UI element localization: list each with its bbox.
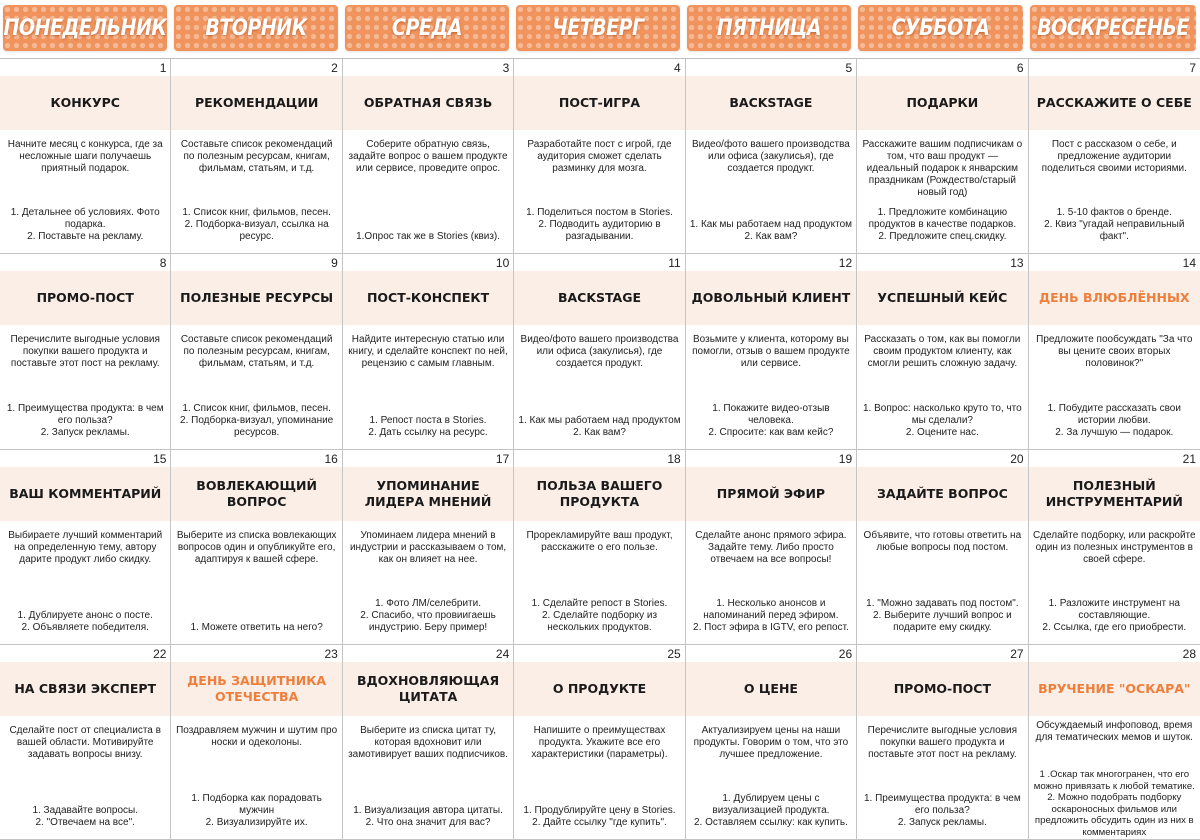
post-description: Возьмите у клиента, которому вы помогли, отзыв о вашем продукте или сервисе. (692, 334, 850, 370)
day-cell (686, 59, 857, 254)
day-number: 26 (838, 646, 853, 661)
post-description: Перечислите выгодные условия покупки вашего продукта и поставьте этот пост на рекламу. (10, 334, 160, 370)
day-number: 23 (324, 646, 338, 661)
post-description: Сделайте пост от специалиста в вашей области. Мотивируйте задавать вопросы внизу. (9, 724, 161, 760)
post-tasks: 1. 5-10 фактов о бренде. 2. Квиз "угадай неправильный факт". (1044, 207, 1185, 243)
day-header-friday (687, 5, 851, 51)
post-description: Соберите обратную связь, задайте вопрос о вашем продукте или сервисе, проведите опрос. (348, 139, 508, 174)
post-tasks: 1. Визуализация автора цитаты. 2. Что она значит для вас? (353, 805, 503, 828)
day-label: ПЯТНИЦА (716, 15, 822, 41)
day-cell (514, 645, 685, 840)
post-tasks: 1. Преимущества продукта: в чем его польза? 2. Запуск рекламы. (6, 402, 164, 438)
day-cell (514, 450, 685, 645)
day-number: 4 (674, 61, 681, 75)
post-title-band (343, 467, 513, 521)
post-tasks: 1. Список книг, фильмов, песен. 2. Подборка-визуал, ссылка на ресурс. (182, 207, 331, 243)
post-title-band (0, 662, 170, 716)
day-number: 1 (159, 61, 167, 75)
day-number: 9 (331, 256, 338, 271)
post-tasks: 1. Как мы работаем над продуктом 2. Как вам? (689, 219, 853, 243)
day-cell (857, 59, 1028, 254)
post-title: ПОЛЕЗНЫЕ РЕСУРСЫ (180, 290, 334, 306)
post-title-band (1029, 467, 1200, 521)
day-number: 19 (838, 451, 853, 466)
post-title-band (171, 662, 341, 716)
post-tasks: 1. Можете ответить на него? (190, 621, 323, 633)
day-number: 17 (495, 451, 510, 466)
day-number: 18 (667, 451, 681, 466)
post-title-band (343, 662, 513, 716)
post-tasks: 1. Предложите комбинацию продуктов в качестве подарков. 2. Предложите спец.скидку. (868, 207, 1017, 243)
day-cell (857, 645, 1028, 840)
post-tasks: 1. Детальнее об условиях. Фото подарка. 2. Поставьте на рекламу. (10, 207, 160, 243)
post-description: Составьте список рекомендаций по полезным ресурсам, книгам, фильмам, статьям, и т.д. (180, 139, 333, 174)
day-cell (686, 450, 857, 645)
post-title: НА СВЯЗИ ЭКСПЕРТ (14, 680, 157, 696)
day-label: ЧЕТВЕРГ (552, 15, 644, 41)
day-cell (514, 254, 685, 449)
day-number: 25 (667, 646, 681, 661)
day-header-monday (3, 5, 167, 51)
day-number: 8 (159, 256, 167, 271)
day-number: 12 (838, 256, 853, 271)
post-title-band (686, 467, 856, 521)
post-title: ВОВЛЕКАЮЩИЙ ВОПРОС (196, 477, 317, 509)
post-title-band (343, 76, 513, 130)
post-title: ВРУЧЕНИЕ "ОСКАРА" (1038, 680, 1191, 696)
post-title: BACKSTAGE (729, 95, 813, 110)
post-title-band (857, 271, 1027, 325)
day-cell (171, 450, 342, 645)
day-number: 27 (1010, 646, 1024, 661)
post-tasks: 1. Фото ЛМ/селебрити. 2. Спасибо, что провиигаешь индустрию. Беру пример! (360, 597, 496, 633)
day-header-tuesday (174, 5, 338, 51)
post-description: Актуализируем цены на наши продукты. Говорим о том, что это лучшее предложение. (693, 724, 849, 760)
day-cell (514, 59, 685, 254)
post-title-band (0, 76, 170, 130)
post-title: ПОСТ-ИГРА (558, 95, 641, 110)
post-title-band (514, 271, 684, 325)
post-title-band (686, 76, 856, 130)
post-description: Напишите о преимуществах продукта. Укажите все его характеристики (параметры). (531, 724, 668, 760)
day-cell (0, 59, 171, 254)
day-number: 15 (153, 451, 167, 466)
post-description: Расскажите вашим подписчикам о том, что ваш продукт — идеальный подарок к январским праздникам (Рождество/старый новый год) (862, 139, 1023, 198)
post-title: ПРОМО-ПОСТ (893, 680, 991, 696)
post-description: Обсуждаемый инфоповод, время для тематических мемов и шуток. (1035, 719, 1193, 743)
day-cell (171, 645, 342, 840)
day-number: 13 (1010, 256, 1024, 271)
day-cell (857, 450, 1028, 645)
post-tasks: 1 .Оскар так многогранен, что его можно привязать к любой тематике. 2. Можно подобрать подборку оскароносных фильмов или предложить обсудить один из них в комментариях (1033, 769, 1195, 838)
post-description: Поздравляем мужчин и шутим про носки и одеколоны. (176, 724, 338, 748)
post-tasks: 1. Репост поста в Stories. 2. Дать ссылку на ресурс. (368, 414, 488, 438)
day-header-thursday (516, 5, 680, 51)
day-number: 7 (1189, 61, 1196, 75)
calendar-grid (0, 58, 1200, 840)
post-title-band (343, 271, 513, 325)
post-description: Выберите из списка вовлекающих вопросов один и опубликуйте его, адаптируя к вашей сфере. (176, 529, 337, 565)
day-number: 24 (495, 646, 510, 661)
post-title: ПРЯМОЙ ЭФИР (716, 485, 826, 501)
post-tasks: 1. Дублируете анонс о посте. 2. Объявляете победителя. (17, 609, 153, 633)
post-description: Упоминаем лидера мнений в индустрии и рассказываем о том, как он влияет на нее. (349, 529, 507, 565)
day-label: ВТОРНИК (205, 15, 307, 41)
post-description: Пост с рассказом о себе, и предложение аудитории поделиться своими историями. (1041, 139, 1187, 174)
post-title-band (1029, 76, 1200, 130)
day-cell (686, 645, 857, 840)
post-title-band (857, 662, 1027, 716)
post-tasks: 1. Вопрос: насколько круто то, что мы сделали? 2. Оцените нас. (863, 402, 1022, 438)
post-tasks: 1. Побудите рассказать свои истории любви. 2. За лучшую — подарок. (1047, 402, 1181, 438)
post-title-band (0, 467, 170, 521)
post-title: КОНКУРС (50, 95, 120, 110)
day-cell (0, 254, 171, 449)
post-tasks: 1. Дублируем цены с визуализацией продукта. 2. Оставляем ссылку: как купить. (693, 793, 848, 828)
post-tasks: 1.Опрос так же в Stories (квиз). (356, 231, 501, 243)
post-description: Объявите, что готовы ответить на любые вопросы под постом. (863, 529, 1022, 553)
post-title: О ПРОДУКТЕ (552, 680, 647, 696)
post-title-band (1029, 662, 1200, 716)
post-title-band (514, 662, 684, 716)
day-number: 11 (668, 256, 681, 271)
day-label: ВОСКРЕСЕНЬЕ (1037, 15, 1189, 41)
post-title: О ЦЕНЕ (743, 680, 798, 696)
weekday-header (0, 0, 1200, 58)
day-cell (0, 450, 171, 645)
post-title-band (686, 271, 856, 325)
day-number: 16 (324, 451, 338, 466)
day-cell (686, 254, 857, 449)
post-tasks: 1. Сделайте репост в Stories. 2. Сделайте подборку из нескольких продуктов. (531, 597, 668, 633)
day-cell (343, 59, 514, 254)
day-number: 22 (153, 646, 167, 661)
day-cell (343, 645, 514, 840)
day-header-saturday (858, 5, 1023, 51)
post-title: ЗАДАЙТЕ ВОПРОС (876, 485, 1008, 501)
post-title-band (686, 662, 856, 716)
post-title: РЕКОМЕНДАЦИИ (194, 95, 319, 110)
day-number: 14 (1182, 256, 1196, 271)
post-title: ПРОМО-ПОСТ (36, 290, 134, 306)
day-cell (0, 645, 171, 840)
day-number: 5 (845, 61, 853, 75)
post-title: ПОСТ-КОНСПЕКТ (366, 290, 490, 306)
post-tasks: 1. Покажите видео-отзыв человека. 2. Спросите: как вам кейс? (708, 402, 834, 438)
post-tasks: 1. Задавайте вопросы. 2. "Отвечаем на все". (32, 805, 138, 828)
day-number: 20 (1010, 451, 1024, 466)
post-title-band (514, 467, 684, 521)
post-title: ВАШ КОММЕНТАРИЙ (9, 485, 162, 501)
post-title-band (514, 76, 684, 130)
post-tasks: 1. Разложите инструмент на составляющие. 2. Ссылка, где его приобрести. (1042, 597, 1187, 633)
day-cell (343, 254, 514, 449)
post-tasks: 1. "Можно задавать под постом". 2. Выберите лучший вопрос и подарите ему скидку. (866, 597, 1019, 633)
post-title: ПОЛЬЗА ВАШЕГО ПРОДУКТА (536, 477, 663, 509)
post-tasks: 1. Поделиться постом в Stories. 2. Подводить аудиторию в разгадывании. (526, 207, 673, 243)
day-cell (343, 450, 514, 645)
post-description: Выбираете лучший комментарий на определенную тему, автору дарите продукт либо скидку. (8, 529, 163, 565)
post-tasks: 1. Подборка как порадовать мужчин 2. Визуализируйте их. (191, 793, 322, 828)
post-title: ПОЛЕЗНЫЙ ИНСТРУМЕНТАРИЙ (1045, 477, 1183, 509)
post-title-band (1029, 271, 1200, 325)
post-tasks: 1. Продублируйте цену в Stories. 2. Дайте ссылку "где купить". (523, 805, 676, 828)
day-label: СРЕДА (392, 15, 462, 41)
post-title: ДЕНЬ ЗАЩИТНИКА ОТЕЧЕСТВА (187, 672, 327, 704)
day-number: 6 (1016, 61, 1024, 75)
day-cell (1029, 59, 1200, 254)
post-title-band (0, 271, 170, 325)
day-number: 3 (502, 61, 510, 75)
post-description: Рассказать о том, как вы помогли своим продуктом клиенту, как смогли решить сложную задачу. (864, 334, 1021, 370)
post-description: Найдите интересную статью или книгу, и сделайте конспект по ней, рецензию с самым главным. (348, 334, 508, 370)
post-title-band (857, 76, 1027, 130)
post-title: УСПЕШНЫЙ КЕЙС (877, 290, 1008, 306)
post-description: Выберите из списка цитат ту, которая вдохновит или замотивирует ваших подписчиков. (348, 724, 509, 760)
post-tasks: 1. Как мы работаем над продуктом 2. Как вам? (518, 414, 681, 438)
post-title: ДОВОЛЬНЫЙ КЛИЕНТ (691, 290, 851, 306)
post-description: Видео/фото вашего производства или офиса (закулисья), где создается продукт. (520, 334, 679, 370)
day-number: 2 (331, 61, 338, 75)
post-title: УПОМИНАНИЕ ЛИДЕРА МНЕНИЙ (364, 477, 492, 509)
post-title: РАССКАЖИТЕ О СЕБЕ (1036, 95, 1192, 110)
post-title-band (857, 467, 1027, 521)
day-number: 10 (495, 256, 510, 271)
post-description: Начните месяц с конкурса, где за несложные шаги получаешь приятный подарок. (7, 139, 163, 174)
day-label: СУББОТА (891, 15, 990, 41)
post-description: Разработайте пост с игрой, где аудитория сможет сделать разминку для мозга. (527, 139, 672, 174)
post-description: Видео/фото вашего производства или офиса (закулисья), где создается продукт. (691, 139, 850, 174)
post-description: Сделайте подборку, или раскройте один из полезных инструментов в своей сфере. (1032, 529, 1196, 565)
day-cell (1029, 450, 1200, 645)
day-header-sunday (1030, 5, 1196, 51)
day-header-wednesday (345, 5, 509, 51)
post-title: ДЕНЬ ВЛЮБЛЁННЫХ (1039, 290, 1190, 306)
post-title: ПОДАРКИ (906, 95, 979, 110)
post-title-band (171, 271, 341, 325)
post-title: ВДОХНОВЛЯЮЩАЯ ЦИТАТА (357, 672, 500, 704)
day-cell (1029, 645, 1200, 840)
day-label: ПОНЕДЕЛЬНИК (3, 15, 167, 41)
post-title: ОБРАТНАЯ СВЯЗЬ (363, 95, 493, 110)
day-cell (857, 254, 1028, 449)
post-description: Составьте список рекомендаций по полезным ресурсам, книгам, фильмам, статьям, и т.д. (180, 334, 333, 370)
post-tasks: 1. Список книг, фильмов, песен. 2. Подборка-визуал, упоминание ресурсов. (180, 402, 334, 438)
post-tasks: 1. Преимущества продукта: в чем его польза? 2. Запуск рекламы. (863, 793, 1021, 828)
post-description: Перечислите выгодные условия покупки вашего продукта и поставьте этот пост на рекламу. (867, 724, 1018, 760)
day-number: 21 (1182, 451, 1196, 466)
post-description: Сделайте анонс прямого эфира. Задайте тему. Либо просто отвечаем на все вопросы! (695, 529, 847, 565)
post-description: Прорекламируйте ваш продукт, расскажите о его пользе. (526, 529, 673, 553)
post-title-band (171, 76, 341, 130)
day-cell (171, 59, 342, 254)
day-number: 28 (1182, 646, 1196, 661)
post-title-band (171, 467, 341, 521)
post-title: BACKSTAGE (557, 290, 642, 306)
day-cell (1029, 254, 1200, 449)
post-description: Предложите пообсуждать "За что вы цените своих вторых половинок?" (1036, 334, 1193, 370)
day-cell (171, 254, 342, 449)
post-tasks: 1. Несколько анонсов и напоминаний перед эфиром. 2. Пост эфира в IGTV, его репост. (693, 597, 849, 633)
